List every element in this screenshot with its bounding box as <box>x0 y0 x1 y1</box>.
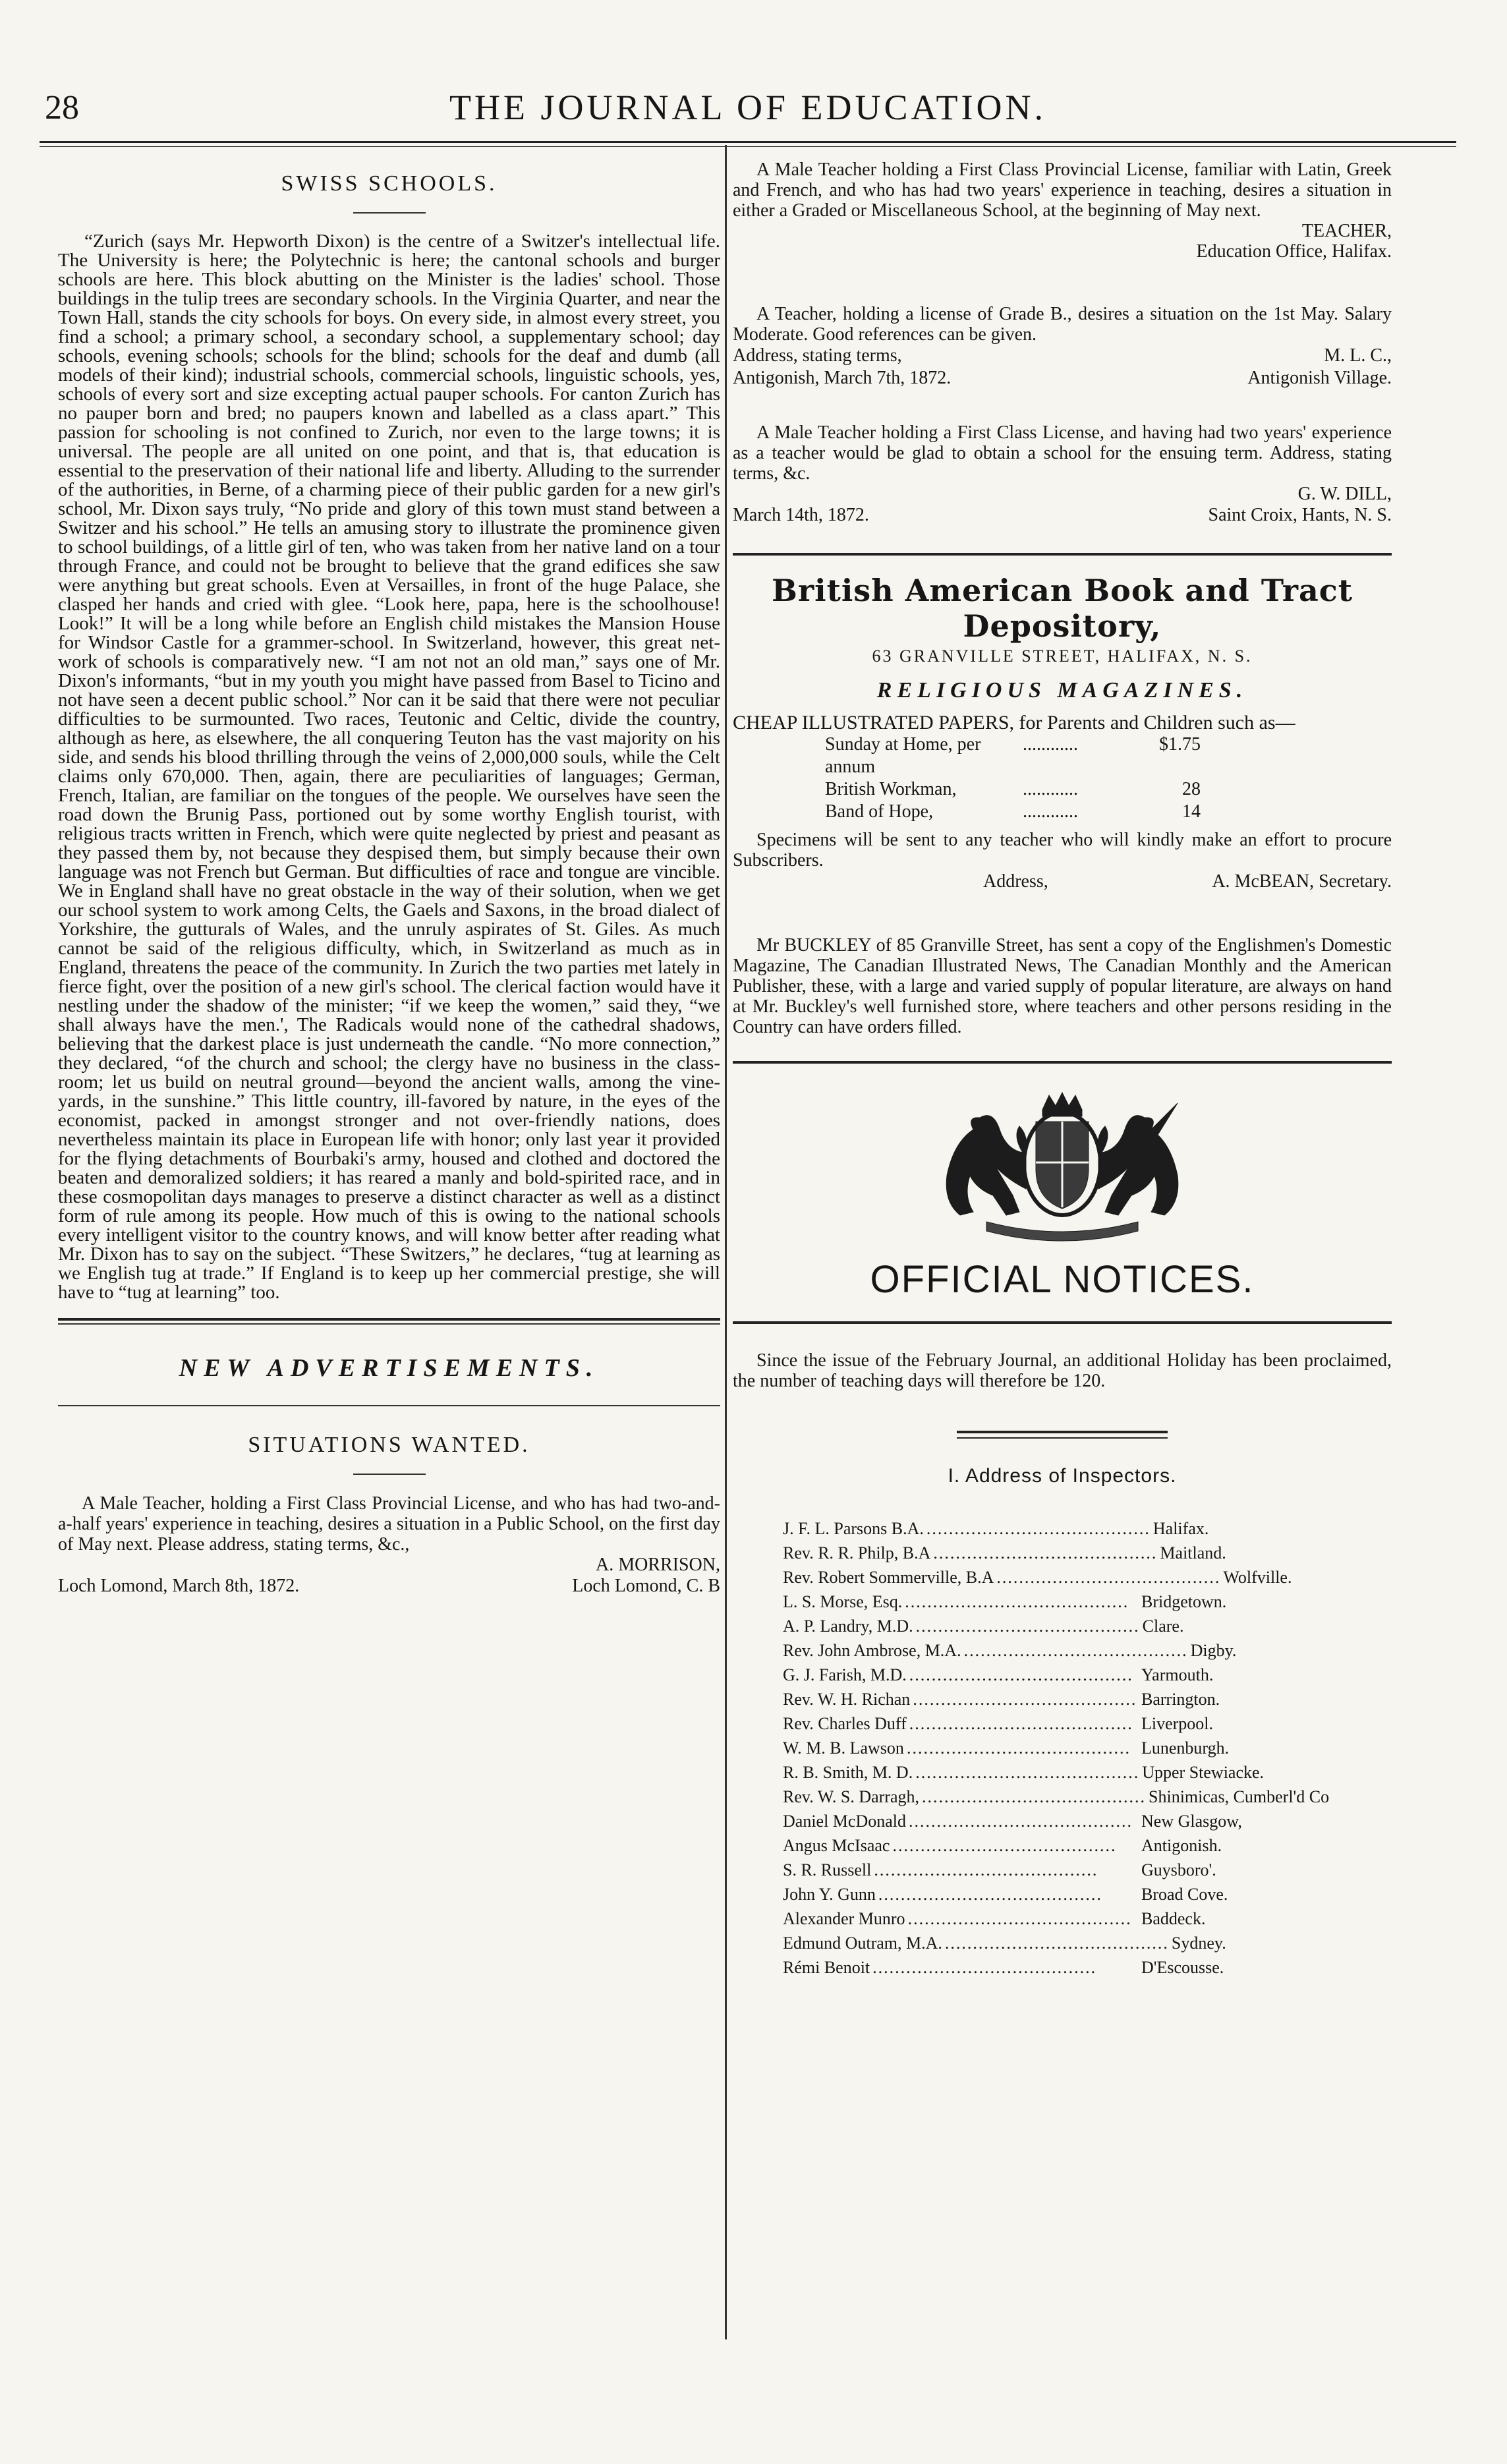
heading-rule <box>353 212 426 214</box>
dill-place: Saint Croix, Hants, N. S. <box>1208 505 1392 525</box>
magazine-price-list <box>733 733 1392 823</box>
swiss-schools-article: “Zurich (says Mr. Hepworth Dixon) is the centre of a Switzer's intellectual life. The University is here; the Polytechnic is here; the cantonal schools and burger schools are here. This block abutting on the Minister is the ladies' school. Those buildings in the tulip trees are secondary schools. In the Virginia Quarter, and near the Town Hall, stands the city schools for boys. On every side, in almost every street, you find a school; a primary school, a secondary school, a supplementary school; day schools, evening schools; schools for the blind; schools for the deaf and dumb (all models of their kind); industrial schools, commercial schools, linguistic schools, yes, schools of every sort and size excepting actual pauper schools. For canton Zurich has no pauper born and bred; no paupers known and labelled as a class apart.” This passion for schooling is not confined to Zurich, nor even to the large towns; it is universal. The people are all united on one point, and that is, that education is essential to the preservation of their national life and liberty. Alluding to the surrender of the authorities, in Berne, of a charming piece of their public garden for a new girl's school, Mr. Dixon says truly, “No pride and glory of this town must stand between a Switzer and his school.” He tells an amusing story to illustrate the prominence given to school buildings, of a little girl of ten, who was taken from her native land on a tour through France, and could not be brought to believe that the grand edifices she saw were anything but great schools. Even at Versailles, in front of the huge Palace, she clasped her hands and cried with glee. “Look here, papa, here is the schoolhouse! Look!” It will be a long while before an English child mistakes the Mansion House for Windsor Castle for a grammer-school. In Switzerland, however, this great net-work of schools is comparatively new. “I am not not an old man,” says one of Mr. Dixon's informants, “but in my youth you might have passed from Basel to Ticino and not have seen a decent public school.” Nor can it be said that there were not peculiar difficulties to be surmounted. Two races, Teutonic and Celtic, divide the country, although as here, as elsewhere, the all conquering Teuton has the vast majority on his side, and sends his blood thrilling through the veins of 2,000,000 souls, while the Celt claims only 670,000. Then, again, there are peculiarities of languages; German, French, Italian, are familiar on the tongues of the people. We ourselves have seen the road down the Brunig Pass, portioned out by some worthy English tourist, with religious tracts written in French, which were quite neglected by priest and peasant as they passed them by, not because they despised them, but simply because their own language was not French but German. But difficulties of race and tongue are vincible. We in England shall have no great obstacle in the way of their solution, when we get our school system to work among Celts, the Gaels and Saxons, in the broad dialect of Yorkshire, the gutturals of Wales, and the unruly aspirates of St. Giles. As much cannot be said of the religious difficulty, which, in Switzerland as much as in England, threatens the peace of the community. In Zurich the two parties met lately in fierce fight, over the position of a new girl's school. The clerical faction would have it nestling under the shadow of the minister; “if we keep the women,” said they, “we shall always have the men.', The Radicals would none of the cathedral shadows, believing that the darkest place is just underneath the candle. “No more connection,” they declared, “of the church and school; the clergy have no business in the class-room; let us build on neutral ground—beyond the ancient walls, among the vine-yards, in the sunshine.” This little country, ill-favored by nature, in the eyes of the economist, packed in amongst stronger and not over-friendly nations, does nevertheless maintain its place in European life with honor; only last year it provided for the flying detachments of Bourbaki's army, housed and clothed and doctored the beaten and demoralized soldiers; it has reared a manly and bold-spirited race, and in these cosmopolitan days manages to preserve a distinct character as well as a distinct form of rule among its people. How much of this is owing to the national schools every intelligent visitor to the country knows, and will know better after reading what Mr. Dixon has to say on the subject. “These Switzers,” he declares, “tug at learning as we English tug at trade.” If England is to keep up her commercial prestige, she will have to “tug at learning” too. <box>58 231 720 1303</box>
situations-wanted-heading: SITUATIONS WANTED. <box>248 1433 530 1457</box>
situation-ad-teacher: A Male Teacher holding a First Class Provincial License, familiar with Latin, Greek and French, and who has had two years' experience in teaching, desires a situation in either a Graded or Miscellaneous School, at the beginning of May next. <box>733 159 1392 221</box>
depository-rule <box>733 553 1392 556</box>
inspectors-heading: I. Address of Inspectors. <box>948 1465 1177 1487</box>
religious-magazines-heading: RELIGIOUS MAGAZINES. <box>876 678 1248 702</box>
official-rule <box>733 1321 1392 1324</box>
mlc-place-line <box>733 367 1392 389</box>
table-row: Rev. W. H. Richan ........................................ Barrington. <box>783 1690 1220 1709</box>
mlc-address-line <box>733 345 1392 367</box>
page-header <box>40 79 1456 138</box>
depository-address: 63 GRANVILLE STREET, HALIFAX, N. S. <box>872 646 1253 666</box>
table-row: Rev. John Ambrose, M.A. ........................................ Digby. <box>783 1641 1237 1660</box>
section-rule-thin <box>58 1323 720 1325</box>
list-item: Band of Hope, ............ 14 <box>825 801 1201 822</box>
table-row: A. P. Landry, M.D. ........................................ Clare. <box>783 1617 1184 1636</box>
right-column <box>733 152 1392 1980</box>
page-number: 28 <box>45 89 79 127</box>
table-row: Edmund Outram, M.A. ........................................ Sydney. <box>783 1934 1226 1953</box>
mlc-place-date: Antigonish, March 7th, 1872. <box>733 368 952 388</box>
teacher-address: Education Office, Halifax. <box>1196 241 1392 262</box>
table-row: G. J. Farish, M.D. ........................................ Yarmouth. <box>783 1665 1214 1684</box>
official-notices-heading: OFFICIAL NOTICES. <box>870 1258 1255 1301</box>
emblem-rule <box>733 1061 1392 1064</box>
table-row: Angus McIsaac ........................................ Antigonish. <box>783 1836 1222 1855</box>
specimens-text: Specimens will be sent to any teacher who will kindly make an effort to procure Subscribers. <box>733 830 1392 871</box>
new-advertisements-banner: NEW ADVERTISEMENTS. <box>179 1354 600 1382</box>
morrison-signature: A. MORRISON, <box>595 1555 720 1575</box>
inspectors-list <box>733 1516 1392 1980</box>
mlc-place: Antigonish Village. <box>1247 368 1392 388</box>
table-row: Rev. W. S. Darragh, ........................................ Shinimicas, Cumberl'd Co <box>783 1787 1330 1806</box>
table-row: Rémi Benoit ........................................ D'Escousse. <box>783 1958 1224 1977</box>
table-row: L. S. Morse, Esq. ........................................ Bridgetown. <box>783 1592 1227 1611</box>
header-rule-thin <box>40 146 1456 147</box>
list-item: Sunday at Home, per annum ............ $1.75 <box>825 734 1201 777</box>
coat-of-arms-icon <box>907 1090 1217 1242</box>
situations-rule <box>353 1474 426 1475</box>
morrison-address-line <box>58 1575 720 1597</box>
holiday-notice: Since the issue of the February Journal, an additional Holiday has been proclaimed, the number of teaching days will therefore be 120. <box>733 1350 1392 1391</box>
swiss-schools-heading: SWISS SCHOOLS. <box>281 171 498 196</box>
secretary-name: A. McBEAN, Secretary. <box>1212 871 1392 892</box>
mlc-initials: M. L. C., <box>1324 345 1392 366</box>
table-row: W. M. B. Lawson ........................................ Lunenburgh. <box>783 1738 1230 1758</box>
table-row: John Y. Gunn ........................................ Broad Cove. <box>783 1885 1228 1904</box>
morrison-place-date: Loch Lomond, March 8th, 1872. <box>58 1576 300 1596</box>
journal-title: THE JOURNAL OF EDUCATION. <box>449 88 1046 127</box>
table-row: Rev. Robert Sommerville, B.A ........................................ Wolfville. <box>783 1568 1292 1587</box>
table-row: Rev. R. R. Philp, B.A ........................................ Maitland. <box>783 1543 1226 1562</box>
dill-signature: G. W. DILL, <box>1297 484 1392 504</box>
banner-rule <box>58 1405 720 1406</box>
list-item: British Workman, ............ 28 <box>825 779 1201 799</box>
depository-title: British American Book and Tract Depository, <box>771 573 1353 644</box>
secretary-line <box>733 871 1392 893</box>
cheap-papers-intro: CHEAP ILLUSTRATED PAPERS, for Parents and Children such as— <box>733 712 1295 733</box>
dill-date-line <box>733 504 1392 527</box>
header-rule <box>40 141 1456 143</box>
table-row: R. B. Smith, M. D. ........................................ Upper Stewiacke. <box>783 1763 1265 1782</box>
mlc-address-label: Address, stating terms, <box>733 345 902 366</box>
table-row: J. F. L. Parsons B.A. ........................................ Halifax. <box>783 1519 1209 1538</box>
buckley-notice: Mr BUCKLEY of 85 Granville Street, has sent a copy of the Englishmen's Domestic Magazine, The Canadian Illustrated News, The Canadian Monthly and the American Publisher, these, with a large and varied supply of popular literature, are always on hand at Mr. Buckley's well furnished store, where teachers and other persons residing in the Country can have orders filled. <box>733 935 1392 1037</box>
table-row: Alexander Munro ........................................ Baddeck. <box>783 1909 1206 1928</box>
left-column <box>58 152 720 1597</box>
table-row: Daniel McDonald ........................................ New Glasgow, <box>783 1812 1242 1831</box>
royal-coat-of-arms <box>733 1090 1392 1242</box>
table-row: Rev. Charles Duff ........................................ Liverpool. <box>783 1714 1214 1733</box>
teacher-signature: TEACHER, <box>1301 221 1392 241</box>
address-label: Address, <box>983 871 1048 892</box>
section-rule <box>58 1318 720 1321</box>
situation-ad-morrison: A Male Teacher, holding a First Class Provincial License, and who has had two-and-a-half years' experience in teaching, desires a situation in a Public School, on the first day of May next. Please address, stating terms, &c., <box>58 1493 720 1555</box>
morrison-place: Loch Lomond, C. B <box>572 1576 720 1596</box>
dill-date: March 14th, 1872. <box>733 505 869 525</box>
table-row: S. R. Russell ........................................ Guysboro'. <box>783 1860 1216 1879</box>
situation-ad-dill: A Male Teacher holding a First Class License, and having had two years' experience as a teacher would be glad to obtain a school for the ensuing term. Address, stating terms, &c. <box>733 422 1392 484</box>
column-divider <box>725 145 727 2339</box>
situation-ad-mlc: A Teacher, holding a license of Grade B., desires a situation on the 1st May. Salary Moderate. Good references can be given. <box>733 304 1392 345</box>
double-rule <box>957 1431 1168 1439</box>
